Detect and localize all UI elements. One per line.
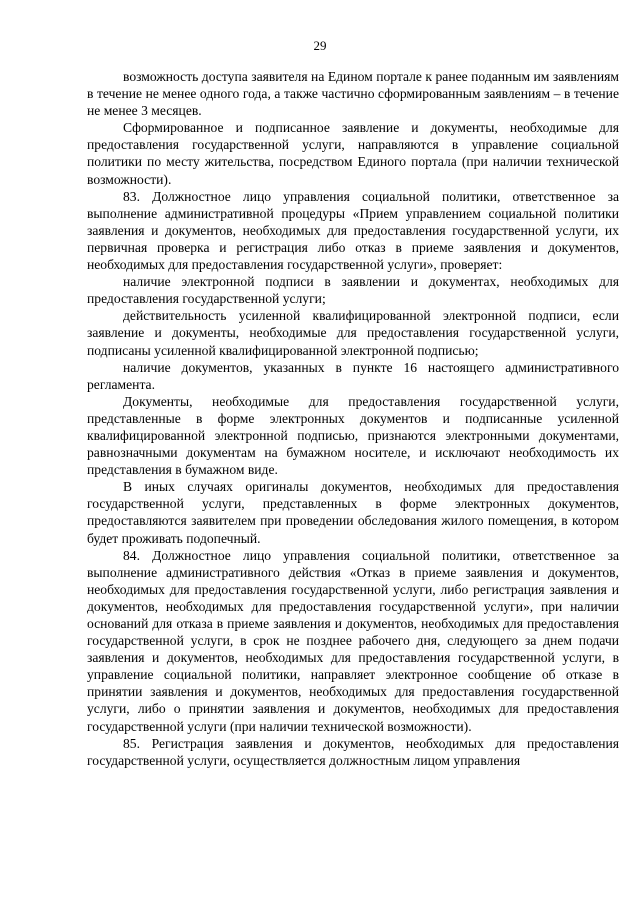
paragraph-continuation: возможность доступа заявителя на Едином портале к ранее поданным им заявлениям в течение не менее одного года, а также частично сформированным заявлениям – в течение не менее 3 месяцев. <box>87 69 619 119</box>
paragraph: наличие документов, указанных в пункте 16 настоящего административного регламента. <box>87 359 619 392</box>
paragraph: наличие электронной подписи в заявлении и документах, необходимых для предоставления государственной услуги; <box>87 274 619 307</box>
paragraph: В иных случаях оригиналы документов, необходимых для предоставления государственной услуги, представленных в форме электронных документов, предоставляются заявителем при проведении обследования жилого помещения, в котором будет проживать подопечный. <box>87 479 619 546</box>
paragraph: Документы, необходимые для предоставления государственной услуги, представленные в форме электронных документов и подписанные усиленной квалифицированной электронной подписью, признаются электронными документами, равнозначными документам на бумажном носителе, и исключают необходимость их представления в бумажном виде. <box>87 393 619 478</box>
paragraph: Сформированное и подписанное заявление и документы, необходимые для предоставления государственной услуги, направляются в управление социальной политики по месту жительства, посредством Единого портала (при наличии технической возможности). <box>87 120 619 187</box>
paragraph: действительность усиленной квалифицированной электронной подписи, если заявление и документы, необходимые для предоставления государственной услуги, подписаны усиленной квалифицированной электронной подписью; <box>87 308 619 358</box>
page-number: 29 <box>313 38 327 53</box>
document-body <box>87 68 619 769</box>
paragraph-item-83: 83. Должностное лицо управления социальной политики, ответственное за выполнение административной процедуры «Прием управлением социальной политики заявления и документов, необходимых для предоставления государственной услуги, их первичная проверка и регистрация либо отказ в приеме заявления и документов, необходимых для предоставления государственной услуги», проверяет: <box>87 188 619 273</box>
paragraph-item-84: 84. Должностное лицо управления социальной политики, ответственное за выполнение административного действия «Отказ в приеме заявления и документов, необходимых для предоставления государственной услуги, либо регистрация заявления и документов, необходимых для предоставления государственной услуги», при наличии оснований для отказа в приеме заявления и документов, необходимых для предоставления государственной услуги, в срок не позднее рабочего дня, следующего за днем подачи заявления и документов, необходимых для предоставления государственной услуги, в управление социальной политики, направляет электронное сообщение об отказе в принятии заявления и документов, необходимых для предоставления государственной услуги, либо о принятии заявления и документов, необходимых для предоставления государственной услуги (при наличии технической возможности). <box>87 547 619 734</box>
paragraph-item-85: 85. Регистрация заявления и документов, необходимых для предоставления государственной услуги, осуществляется должностным лицом управления <box>87 735 619 768</box>
